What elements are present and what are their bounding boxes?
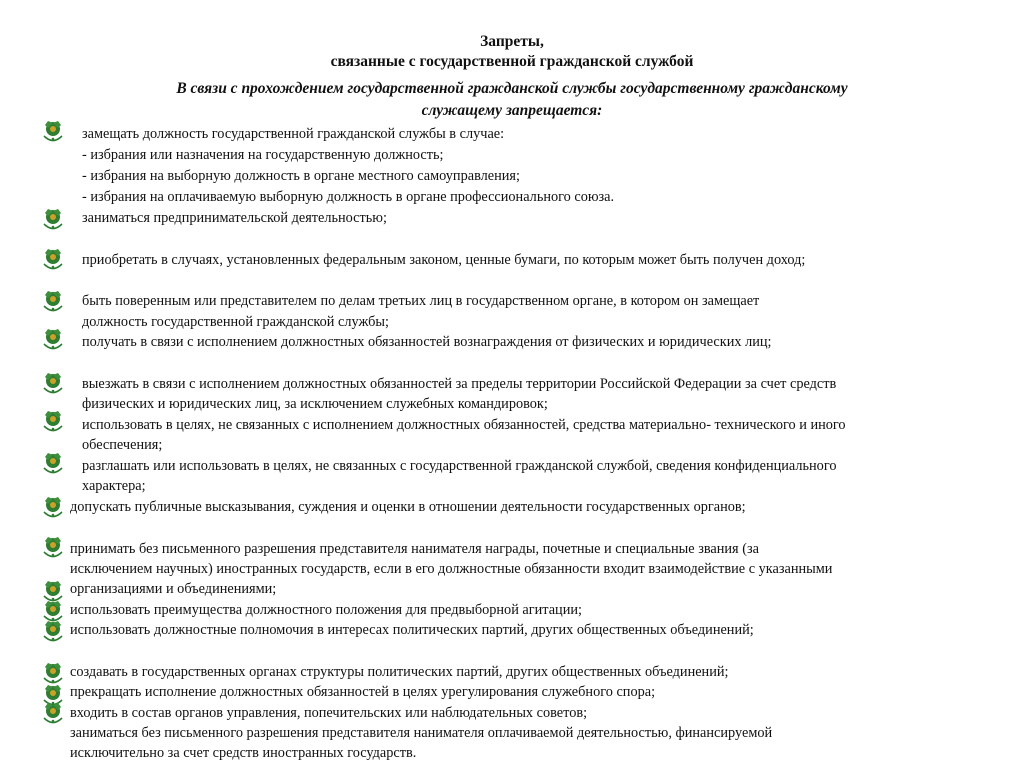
emblem-icon	[40, 246, 66, 272]
emblem-icon	[40, 326, 66, 352]
list-item-text: заниматься без письменного разрешения представителя нанимателя оплачиваемой деятельностью, финансируемой	[70, 725, 773, 741]
list-item-text: заниматься предпринимательской деятельностью;	[82, 210, 387, 226]
list-item-text: принимать без письменного разрешения представителя нанимателя награды, почетные и специальные звания (за	[70, 541, 759, 557]
list-item-text: использовать должностные полномочия в интересах политических партий, других общественных объединений;	[70, 622, 754, 638]
list-item-text: - избрания на оплачиваемую выборную должность в органе профессионального союза.	[82, 189, 615, 205]
page-title-line-1: Запреты,	[480, 33, 544, 50]
emblem-icon	[40, 534, 66, 560]
list-item-text: быть поверенным или представителем по делам третьих лиц в государственном органе, в котором он замещает	[82, 293, 760, 309]
emblem-icon	[40, 618, 66, 644]
list-item-text: исключением научных) иностранных государств, если в его должностные обязанности входит взаимодействие с указанными	[70, 561, 833, 577]
list-item-text: обеспечения;	[82, 437, 163, 453]
list-item-text: исключительно за счет средств иностранных государств.	[70, 745, 417, 761]
subtitle-line-1: В связи с прохождением государственной гражданской службы государственному гражданскому	[176, 80, 848, 97]
list-item-text: создавать в государственных органах структуры политических партий, других общественных объединений;	[70, 664, 729, 680]
list-item-text: входить в состав органов управления, попечительских или наблюдательных советов;	[70, 705, 588, 721]
list-item-text: использовать в целях, не связанных с исполнением должностных обязанностей, средства материально- технического и иного	[82, 417, 846, 433]
subtitle-line-2: служащему запрещается:	[421, 102, 603, 119]
list-item-text: приобретать в случаях, установленных федеральным законом, ценные бумаги, по которым может быть получен доход;	[82, 252, 806, 268]
emblem-icon	[40, 408, 66, 434]
list-item-text: физических и юридических лиц, за исключением служебных командировок;	[82, 396, 548, 412]
list-item-text: получать в связи с исполнением должностных обязанностей вознаграждения от физических и юридических лиц;	[82, 334, 772, 350]
emblem-icon	[40, 700, 66, 726]
emblem-icon	[40, 288, 66, 314]
list-item-text: разглашать или использовать в целях, не связанных с государственной гражданской службой, сведения конфиденциального	[82, 458, 837, 474]
emblem-icon	[40, 206, 66, 232]
emblem-icon	[40, 450, 66, 476]
list-item-text: - избрания на выборную должность в органе местного самоуправления;	[82, 168, 520, 184]
page-title-line-2: связанные с государственной гражданской службой	[330, 53, 694, 70]
list-item-text: - избрания или назначения на государственную должность;	[82, 147, 444, 163]
list-item-text: выезжать в связи с исполнением должностных обязанностей за пределы территории Российской Федерации за счет средств	[82, 376, 837, 392]
list-item-text: прекращать исполнение должностных обязанностей в целях урегулирования служебного спора;	[70, 684, 656, 700]
list-item-text: использовать преимущества должностного положения для предвыборной агитации;	[70, 602, 582, 618]
emblem-icon	[40, 118, 66, 144]
list-item-text: замещать должность государственной гражданской службы в случае:	[82, 126, 505, 142]
list-item-text: характера;	[82, 478, 146, 494]
emblem-icon	[40, 370, 66, 396]
list-item-text: допускать публичные высказывания, суждения и оценки в отношении деятельности государственных органов;	[70, 499, 746, 515]
list-item-text: должность государственной гражданской службы;	[82, 314, 389, 330]
list-item-text: организациями и объединениями;	[70, 581, 277, 597]
emblem-icon	[40, 494, 66, 520]
